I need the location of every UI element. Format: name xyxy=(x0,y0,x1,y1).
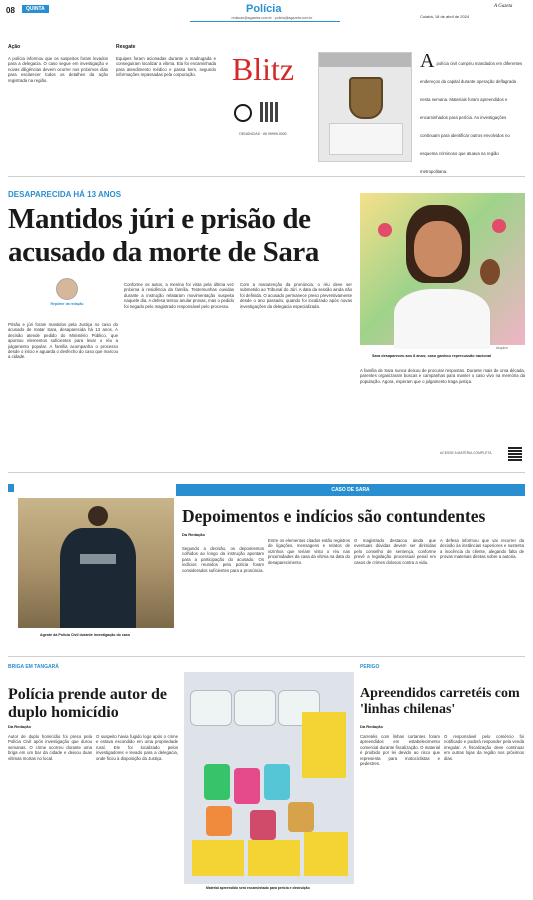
bottom-right-col-2: O responsável pelo comércio foi notificado e poderá responder pela venda irregular. A fiscalização deve continuar em outras lojas da região nos próximos dias. xyxy=(444,734,524,761)
bottom-left-byline: Da Redação xyxy=(8,724,31,729)
byline-block xyxy=(42,278,92,306)
qr-code-icon xyxy=(508,447,522,461)
brief-title: Ação xyxy=(8,44,21,50)
lead-side-text: A família de Sara nunca deixou de procurar respostas. Durante mais de uma década, parentes organizaram buscas e campanhas para manter o caso vivo na memória da população. Agora, esperam que o julgamento traga justiça. xyxy=(360,368,525,384)
bottom-left-kicker: BRIGA EM TANGARÁ xyxy=(8,664,59,670)
lead-col-1: Prisão e júri foram mantidos pela Justiça no caso do acusado de matar Sara, desaparecida há 13 anos. A decisão atende pedido do Ministério Público, que apontou elementos suficientes para levar o réu a julgamento popular. A família acompanha o processo desde o início e aguarda o desfecho do caso que marcou a cidade. xyxy=(8,322,118,360)
header-contact: redacao@agazeta.com.br · policia@agazeta.com.br xyxy=(231,16,313,20)
page-number: 08 xyxy=(6,6,15,15)
brief-title: Resgate xyxy=(116,44,136,50)
whatsapp-icon xyxy=(234,104,252,122)
lead-col-3: Com a manutenção da pronúncia, o réu deve ser submetido ao Tribunal do Júri. A data da sessão ainda não foi definida. O acusado permanece preso preventivamente desde o ano passado, quando foi localizado após novas investigações da delegacia especializada. xyxy=(240,282,352,309)
top-brief-2 xyxy=(116,44,216,156)
spools-photo xyxy=(184,672,354,884)
middle-col-1: Segundo a decisão, os depoimentos colhidos ao longo da instrução apontam para a participação do acusado. Os indícios reunidos pela polícia foram considerados suficientes para a pronúncia. xyxy=(182,546,264,573)
police-badge-photo xyxy=(318,52,412,162)
sidebar-body: polícia civil cumpriu mandados em diferentes endereços da capital durante operação deflagrada nesta semana. Materiais foram apreendidos e encaminhados para perícia. As investigações continuam para identificar outros envolvidos no esquema criminoso que atuava na região metropolitana. xyxy=(420,61,523,174)
lead-col-2: Conforme os autos, a menina foi vista pela última vez próxima à residência da família. Testemunhas ouvidas durante a instrução relataram movimentação suspeita naquele dia. A defesa tentou anular provas, mas o pedido foi negado pelo magistrado responsável pelo processo. xyxy=(124,282,234,309)
middle-photo-caption: Agente da Polícia Civil durante investigação do caso xyxy=(40,633,131,637)
middle-col-4: A defesa informou que vai recorrer da decisão às instâncias superiores e sustenta a inocência do cliente, alegando falta de provas materiais diretas sobre a autoria. xyxy=(440,538,524,560)
brief-body: A polícia informou que os suspeitos foram levados para a delegacia. O caso segue em investigação e novas diligências devem ocorrer nos próximos dias para esclarecer todos os detalhes da ação registrada na região. xyxy=(8,56,108,83)
lead-headline: Mantidos júri e prisão de acusado da morte de Sara xyxy=(8,203,320,268)
bottom-right-kicker: PERIGO xyxy=(360,664,380,670)
bottom-right-byline: Da Redação xyxy=(360,724,383,729)
bottom-left-col-2: O suspeito havia fugido logo após o crime e estava escondido em uma propriedade rural. Ele foi localizado pelos investigadores e levado para a delegacia, onde ficou à disposição da Justiça. xyxy=(96,734,178,761)
bottom-left-col-1: Autor de duplo homicídio foi preso pela Polícia Civil após investigação que durou semanas. O crime ocorreu durante uma briga em um bar da cidade e deixou duas vítimas mortas no local. xyxy=(8,734,92,761)
date-line: Cuiabá, 18 de abril de 2024 xyxy=(420,14,470,19)
bottom-right-headline: Apreendidos carretéis com 'linhas chilenas' xyxy=(360,686,520,717)
investigator-photo xyxy=(18,498,174,628)
bottom-right-col-1: Carretéis com linhas cortantes foram apreendidos em estabelecimento comercial durante fiscalização. O material é proibido por lei devido ao risco que representa para motociclistas e pedestres. xyxy=(360,734,440,767)
qr-code-icon xyxy=(260,102,280,122)
section-title: Polícia xyxy=(246,3,282,15)
blitz-logo: Blitz xyxy=(231,51,295,87)
lead-kicker: DESAPARECIDA HÁ 13 ANOS xyxy=(8,190,122,199)
author-name: Repórter da redação xyxy=(50,302,84,306)
middle-band xyxy=(176,484,525,496)
top-sidebar xyxy=(420,50,526,174)
sara-photo xyxy=(360,193,525,345)
photo-caption: Sara desapareceu aos 8 anos; caso ganhou repercussão nacional xyxy=(372,354,492,358)
photo-credit: Arquivo xyxy=(496,346,508,350)
masthead: A Gazeta xyxy=(494,4,513,9)
brief-body: Equipes foram acionadas durante a madrugada e conseguiram localizar a vítima. Ela foi encaminhada para atendimento médico e passa bem, segundo informações repassadas pela corporação. xyxy=(116,56,216,78)
middle-headline: Depoimentos e indícios são contundentes xyxy=(182,506,486,526)
author-avatar xyxy=(56,278,78,300)
qr-label: ACESSE A MATÉRIA COMPLETA xyxy=(440,451,492,455)
blitz-caption: DENÚNCIAS · 65 99999-0000 xyxy=(239,132,287,136)
blitz-box xyxy=(218,52,308,156)
dropcap: A xyxy=(420,50,435,72)
middle-col-3: O magistrado destacou ainda que eventuais dúvidas devem ser dirimidas pelo conselho de sentença, conforme prevê a legislação processual penal em casos de crimes dolosos contra a vida. xyxy=(354,538,436,565)
page-header xyxy=(0,0,533,24)
top-brief-1 xyxy=(8,44,108,156)
middle-byline: Da Redação xyxy=(182,532,205,537)
band-label: CASO DE SARA xyxy=(331,487,370,493)
bottom-left-headline: Polícia prende autor de duplo homicídio xyxy=(8,686,167,721)
middle-col-2: Entre os elementos citados estão registros de ligações, mensagens e relatos de vizinhos que teriam visto o réu nas proximidades da casa da vítima na data do desaparecimento. xyxy=(268,538,350,565)
section-chip: QUINTA xyxy=(22,5,49,13)
badge-icon xyxy=(349,77,383,119)
spools-caption: Material apreendido será encaminhado para perícia e destruição xyxy=(206,886,310,890)
